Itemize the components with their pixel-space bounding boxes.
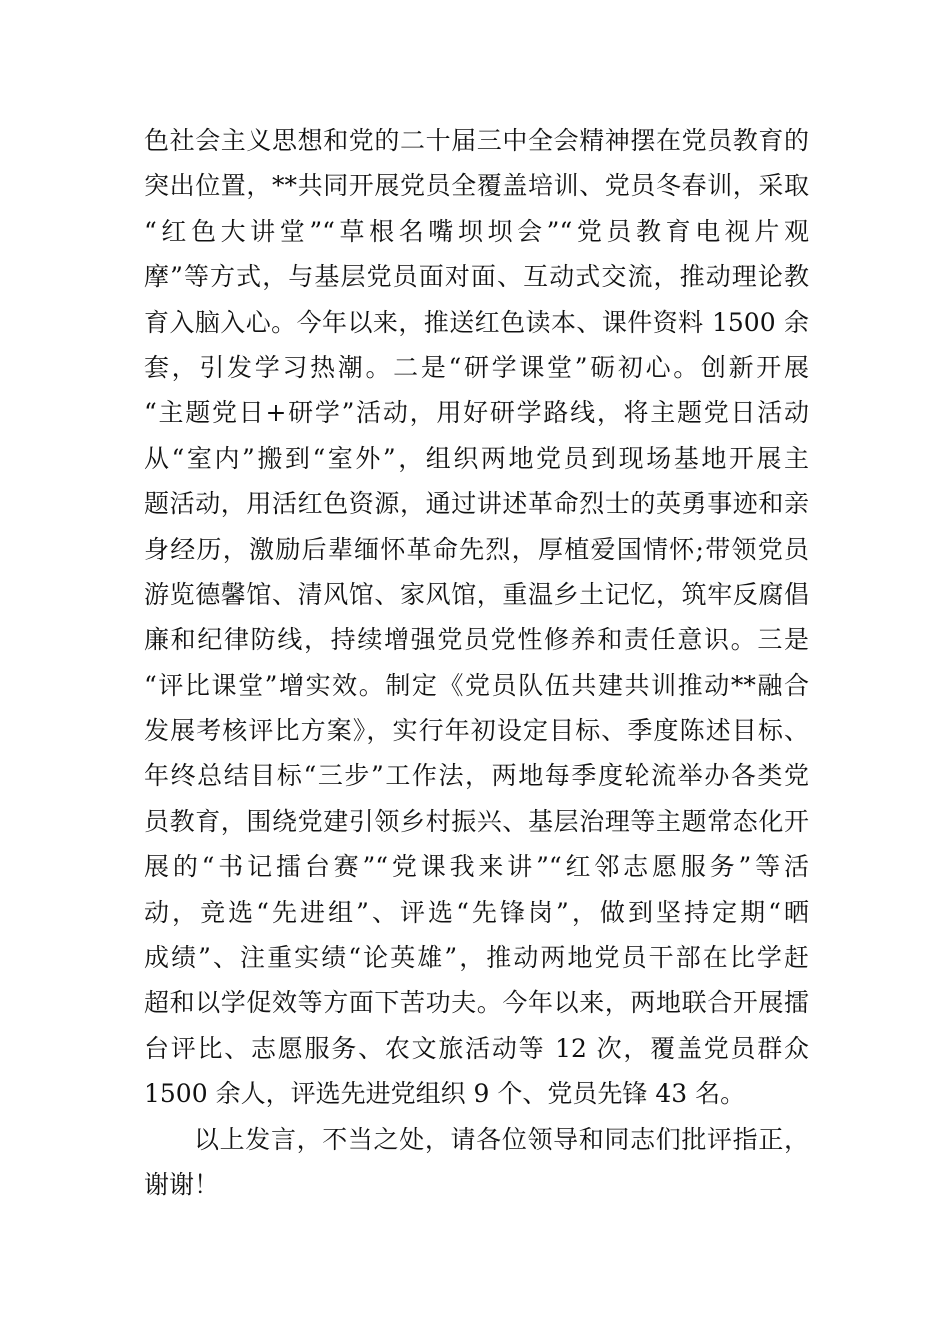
text-line: 成绩”、注重实绩“论英雄”，推动两地党员干部在比学赶 <box>144 943 809 973</box>
text-line: 动，竞选“先进组”、评选“先锋岗”，做到坚持定期“晒 <box>144 897 809 927</box>
text-line: 突出位置，**共同开展党员全覆盖培训、党员冬春训，采取 <box>144 171 809 201</box>
text-line: 年终总结目标“三步”工作法，两地每季度轮流举办各类党 <box>144 761 809 791</box>
text-line: 展的“书记擂台赛”“党课我来讲”“红邻志愿服务”等活 <box>144 852 809 882</box>
text-line: 育入脑入心。今年以来，推送红色读本、课件资料 1500 余 <box>144 307 809 337</box>
text-line: 从“室内”搬到“室外”，组织两地党员到现场基地开展主 <box>144 443 809 473</box>
paragraph-closing <box>144 1117 809 1208</box>
text-line: 游览德馨馆、清风馆、家风馆，重温乡土记忆，筑牢反腐倡 <box>144 579 809 609</box>
text-line: 身经历，激励后辈缅怀革命先烈，厚植爱国情怀;带领党员 <box>144 534 809 564</box>
text-line: 色社会主义思想和党的二十届三中全会精神摆在党员教育的 <box>144 126 809 155</box>
text-line: 套，引发学习热潮。二是“研学课堂”砺初心。创新开展 <box>144 352 809 382</box>
text-line: “评比课堂”增实效。制定《党员队伍共建共训推动**融合 <box>144 670 809 700</box>
text-line: 题活动，用活红色资源，通过讲述革命烈士的英勇事迹和亲 <box>144 489 809 519</box>
text-line: 员教育，围绕党建引领乡村振兴、基层治理等主题常态化开 <box>144 806 809 836</box>
text-line: 谢谢！ <box>144 1169 220 1199</box>
document-body <box>144 118 809 1207</box>
text-line: “主题党日+研学”活动，用好研学路线，将主题党日活动 <box>144 398 809 428</box>
paragraph-main <box>144 118 809 1117</box>
text-line: 摩”等方式，与基层党员面对面、互动式交流，推动理论教 <box>144 262 809 292</box>
text-line: 台评比、志愿服务、农文旅活动等 12 次，覆盖党员群众 <box>144 1033 809 1063</box>
text-line: 以上发言，不当之处，请各位领导和同志们批评指正， <box>194 1124 809 1154</box>
text-line: 超和以学促效等方面下苦功夫。今年以来，两地联合开展擂 <box>144 988 809 1018</box>
text-line: 廉和纪律防线，持续增强党员党性修养和责任意识。三是 <box>144 625 809 655</box>
text-line: 1500 余人，评选先进党组织 9 个、党员先锋 43 名。 <box>144 1079 746 1109</box>
text-line: “红色大讲堂”“草根名嘴坝坝会”“党员教育电视片观 <box>144 216 809 246</box>
text-line: 发展考核评比方案》，实行年初设定目标、季度陈述目标、 <box>144 716 809 746</box>
